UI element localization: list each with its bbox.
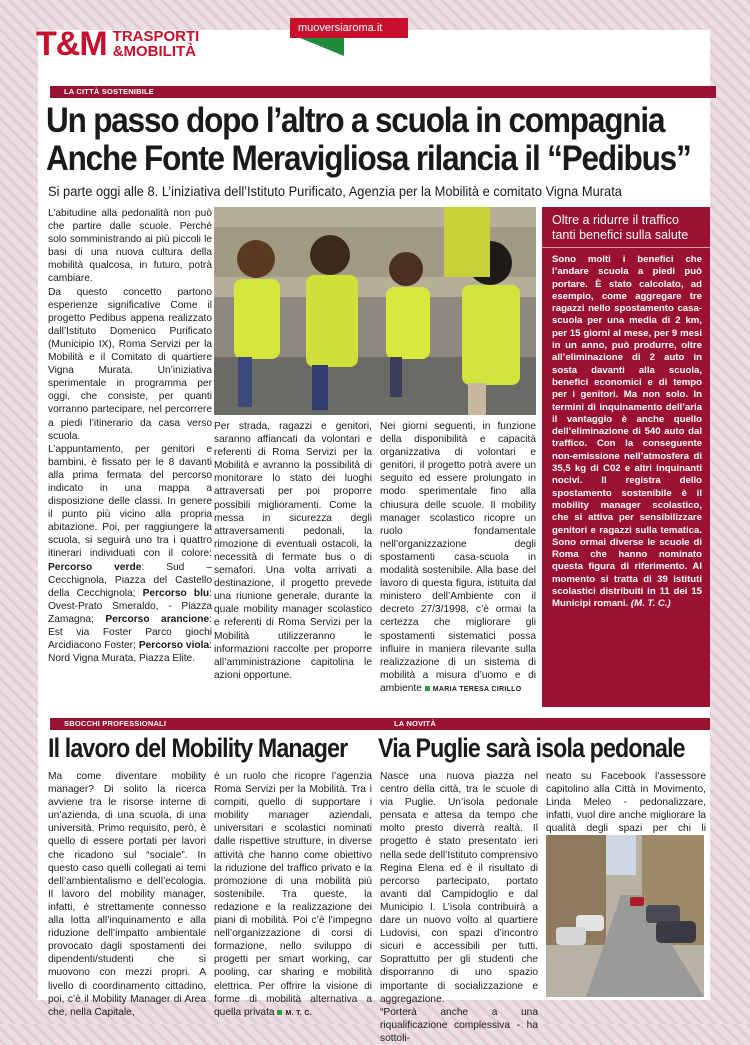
logo-mark: T&M [36,25,107,63]
main-signature: MARIA TERESA CIRILLO [432,685,522,693]
main-column-1 [48,207,212,665]
sidebar-title: Oltre a ridurre il traffico tanti benefici sulla salute [542,207,710,248]
route-viola-label: Percorso viola [138,640,210,652]
end-square-icon [277,1010,282,1015]
sidebar-signature: (M. T. C.) [630,598,671,610]
children-walking-image [214,207,536,415]
main-paragraph-2: Da questo concetto partono esperienze significative Come il progetto Pedibus appena realizzato dall’Istituto Domenico Purificato (Municipio IX), Roma Servizi per la Mobilità e il Comitato di quartiere Vigna Murata. Un’iniziativa sperimentale in programma per oggi, che consiste, per quanti vorranno partecipare, nel percorrere a piedi l’itinerario da casa verso scuola. [48,286,212,442]
health-benefits-sidebar [542,207,710,707]
logo-line-2: &MOBILITÀ [112,43,196,60]
mm-column-2: è un ruolo che ricopre l’agenzia Roma Servizi per la Mobilità. Tra i compiti, quello di supportare i mobility manager aziendali, universitari e scolastici nominati dalle rispettive strutture, in diverse attività che hanno come obiettivo la riduzione del traffico privato e la promozione di una mobilità più sostenibile. Tra queste, la redazione e la realizzazione dei piani di mobilità. Poi c’è l’impegno nell’organizzazione di corsi di formazione, nello sviluppo di progetti per smart working, car pooling, car sharing e mobilità elettrica. Per offrire la visione di forme di mobilità alternativa a quella privata M. T. C. [214,771,372,1018]
puglie-headline: Via Puglie sarà isola pedonale [378,733,685,763]
section-label-mm: SBOCCHI PROFESSIONALI [50,718,382,730]
puglie-column-1: Nasce una nuova piazza nel centro della città, tra le scuole di via Puglie. Un’isola pedonale pensata e attesa da tempo che molto presto diverrà realtà. Il progetto è stato presentato ieri nella sede dell’Istituto comprensivo Regina Elena ed è il risultato di percorso partecipato, portato avanti dal Campidoglio e dal Municipio I. L’isola contribuirà a dare un nuovo volto al quartiere Ludovisi, con spazi d’incontro sicuri e accessibili per tutti. Soprattutto per gli studenti che disporranno di uno spazio importante di socializzazione e aggregazione. “Porterà anche a una riqualificazione complessiva - ha sottoli- [380,771,538,1044]
main-headline-1: Un passo dopo l’altro a scuola in compagnia [46,101,665,140]
section-label-main: LA CITTÀ SOSTENIBILE [50,86,716,98]
route-verde-label: Percorso verde [48,561,142,573]
url-flag-icon [300,38,344,56]
masthead-logo [36,20,280,68]
site-url: muoversiaroma.it [290,18,408,38]
section-label-puglie: LA NOVITÀ [380,718,710,730]
main-column-2 [214,420,372,682]
main-paragraph-4: Per strada, ragazzi e genitori, saranno affiancati da volontari e referenti di Roma Servizi per la Mobilità e avranno la possibilità di monitorare lo stato dei luoghi attraversati per poi proporre possibili miglioramenti. Come la messa in sicurezza degli attraversamenti pedonali, la rimozione di eventuali ostacoli, la necessità di fermate bus o di semafori. Una volta arrivati a destinazione, il progetto prevede una riunione generale, durante la quale mobility manager scolastico e referenti di Roma Servizi per la Mobilità utilizzeranno le informazioni raccolte per proporre all’amministrazione capitolina le azioni opportune. [214,421,372,681]
main-paragraph-1: L’abitudine alla pedonalità non può che partire dalle scuole. Perché solo somministrando ai più piccoli le basi di una nuova cultura della mobilità qualcosa, in futuro, potrà cambiare. [48,208,212,285]
main-paragraph-3: L’appuntamento, per genitori e bambini, è fissato per le 8 davanti alla prima fermata del percorso indicato in una mappa a disposizione delle classi. In genere il punto più vicino alla propria abitazione. Poi, per raggiungere la scuola, si seguirà uno tra i quattro itinerari individuati con il colore: Percorso verde: Sud – Cecchignola, Piazza del Castello della Cecchignola; Percorso blu: Ovest-Prato Smeraldo, - Piazza Zamagna; Percorso arancione: Est via Foster Parco giochi Arcidiacono Foster; Percorso viola: Nord Vigna Murata, Piazza Elite. [48,443,212,665]
mm-signature: M. T. C. [285,1009,312,1017]
main-subhead: Si parte oggi alle 8. L’iniziativa dell’Istituto Purificato, Agenzia per la Mobilità e comitato Vigna Murata [48,183,622,199]
end-square-icon [425,686,430,691]
pedibus-photo [214,207,536,415]
via-puglie-photo [546,835,704,997]
newspaper-page [36,22,710,1044]
main-column-3 [380,420,536,696]
main-headline-2: Anche Fonte Meravigliosa rilancia il “Pedibus” [46,139,691,178]
street-image [546,835,704,997]
logo-line-1: TRASPORTI [112,28,200,45]
mm-headline: Il lavoro del Mobility Manager [48,733,348,763]
puglie-column-2: neato su Facebook l’assessore capitolino alla Città in Movimento, Linda Meleo - pedonalizzare, infatti, vuol dire anche migliorare la qualità degli spazi per chi li [546,770,706,849]
route-blu-label: Percorso blu [142,587,210,599]
sidebar-body: Sono molti i benefici che l’andare scuola a piedi può portare. È stato calcolato, ad esempio, come aggregare tre ragazzi nello spostamento casa-scuola per una media di 2 km, per 15 giorni al mese, per 9 mesi in un anno, può produrre, oltre all’eliminazione di 2 auto in sosta davanti alla scuola, benefici economici e di tempo per i genitori. Ma non solo. In termini di inquinamento dell’aria il vantaggio è anche quello dell’eliminazione di 540 auto dal traffico. Con la conseguente non-emissione nell’atmosfera di 35,5 kg di C02 e altri inquinanti nocivi. Il registra dello spostamento sostenibile è il mobility manager scolastico, che si attiva per sensibilizzare genitori e ragazzi sulla tematica. Sono ormai diverse le scuole di Roma che hanno nominato questa figura di riferimento. Al momento si tratta di 39 istituti scolastici distribuiti in 11 dei 15 Municipi romani. [552,254,702,610]
route-arancione-label: Percorso arancione [105,613,210,625]
main-paragraph-5: Nei giorni seguenti, in funzione della disponibilità e capacità organizzativa di volontari e genitori, il progetto potrà avere un seguito ed essere prolungato in modo sperimentale fino alla chiusura delle scuole. Il mobility manager scolastico ricopre un ruolo fondamentale nell’organizzazione degli spostamenti casa-scuola in modalità sostenibile. Alla base del lavoro di questa figura, istituita dal ministero dell’Ambiente con il decreto 27/3/1998, c’è ormai la certezza che migliorare gli spostamenti sistematici possa influire in maniera rilevante sulla realizzazione di un sistema di mobilità a misura d’uomo e di ambiente [380,421,536,694]
mm-column-1: Ma come diventare mobility manager? Di solito la ricerca avviene tra le risorse interne di un’azienda, di una scuola, di una università. Primo requisito, però, è quello di essere portati per lavori che ricadono sul “sociale”. In questo caso quelli collegati ai temi dell’ambientalismo e dell’ecologia. Il lavoro del mobility manager, infatti, è strettamente connesso alla lotta all’inquinamento e alla riduzione dell’impatto ambientale provocato dagli spostamenti dei dipendenti/studenti che si muovono con mezzi propri. A livello di coordinamento cittadino, poi, c’è il Mobility Manager di Area che, nella Capitale, [48,771,206,1018]
